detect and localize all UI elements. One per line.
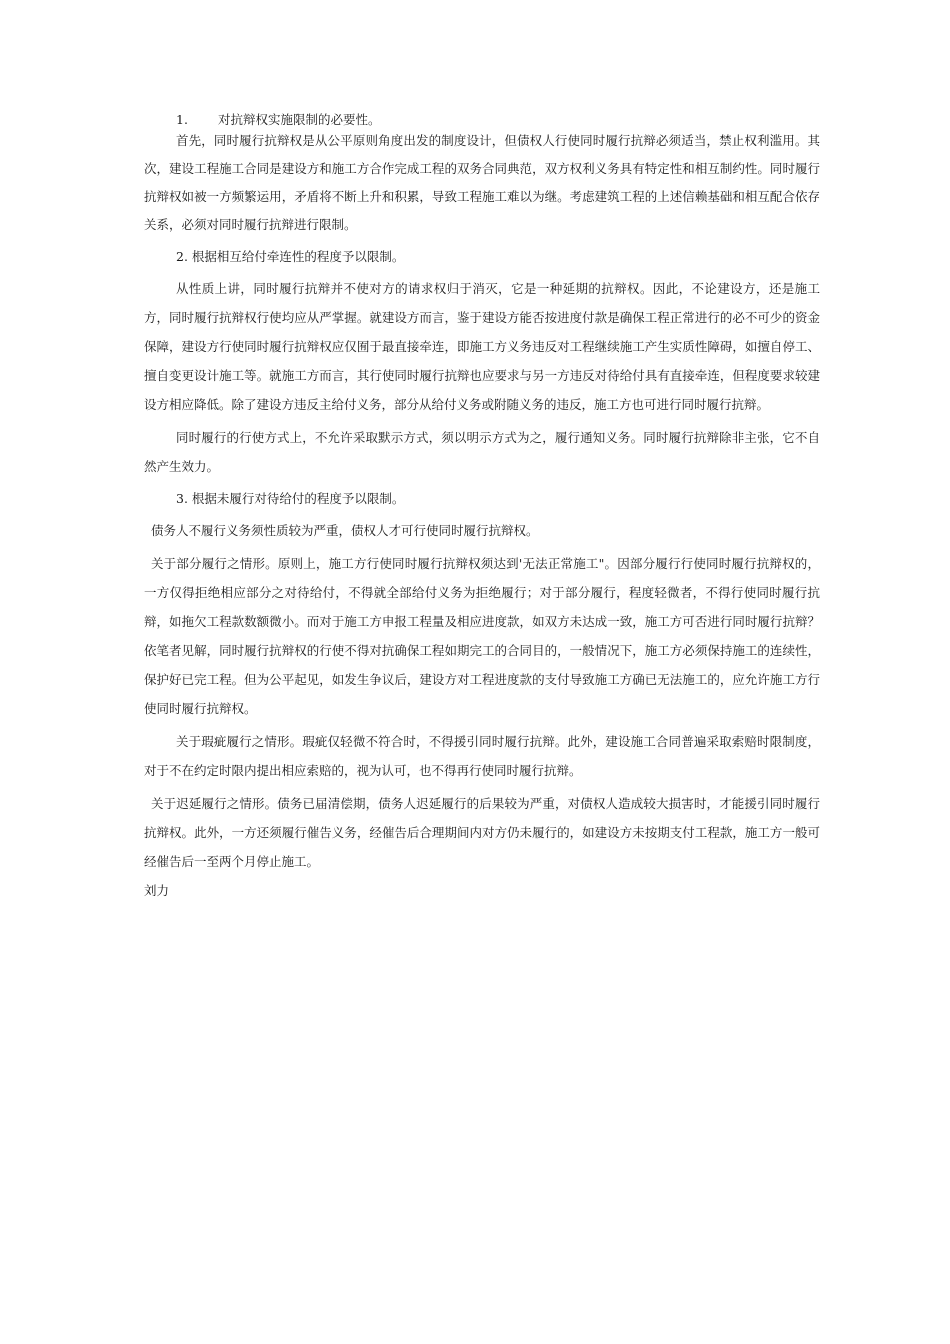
- section-2-heading: 2. 根据相互给付牵连性的程度予以限制。: [176, 249, 405, 264]
- section-3-paragraph-3: 关于瑕疵履行之情形。瑕疵仅轻微不符合时，不得援引同时履行抗辩。此外，建设施工合同普遍采取索赔时限制度，对于不在约定时限内提出相应索赔的，视为认可，也不得再行使同时履行抗辩。: [144, 734, 820, 778]
- section-3-paragraph-1: 债务人不履行义务须性质较为严重，债权人才可行使同时履行抗辩权。: [151, 523, 539, 538]
- document-page: [144, 110, 820, 905]
- section-3-paragraph-4: 关于迟延履行之情形。债务已届清偿期，债务人迟延履行的后果较为严重，对债权人造成较大损害时，才能援引同时履行抗辩权。此外，一方还须履行催告义务，经催告后合理期间内对方仍未履行的，如建设方未按期支付工程款，施工方一般可经催告后一至两个月停止施工。: [144, 796, 820, 869]
- section-3-paragraph-2: 关于部分履行之情形。原则上，施工方行使同时履行抗辩权须达到'无法正常施工"。因部分履行行使同时履行抗辩权的，一方仅得拒绝相应部分之对待给付，不得就全部给付义务为拒绝履行；对于部分履行，程度轻微者，不得行使同时履行抗辩，如拖欠工程款数额微小。而对于施工方申报工程量及相应进度款，如双方未达成一致，施工方可否进行同时履行抗辩？依笔者见解，同时履行抗辩权的行使不得对抗确保工程如期完工的合同目的，一般情况下，施工方必须保持施工的连续性，保护好已完工程。但为公平起见，如发生争议后，建设方对工程进度款的支付导致施工方确已无法施工的，应允许施工方行使同时履行抗辩权。: [144, 556, 820, 716]
- section-1-number: 1.: [176, 112, 188, 127]
- author-name: 刘力: [144, 883, 170, 898]
- section-2-paragraph-2: 同时履行的行使方式上，不允许采取默示方式，须以明示方式为之，履行通知义务。同时履行抗辩除非主张，它不自然产生效力。: [144, 430, 820, 474]
- section-3-heading: 3. 根据未履行对待给付的程度予以限制。: [176, 491, 405, 506]
- section-1-title: 对抗辩权实施限制的必要性。: [218, 112, 381, 127]
- section-2-paragraph-1: 从性质上讲，同时履行抗辩并不使对方的请求权归于消灭，它是一种延期的抗辩权。因此，不论建设方，还是施工方，同时履行抗辩权行使均应从严掌握。就建设方而言，鉴于建设方能否按进度付款是确保工程正常进行的必不可少的资金保障，建设方行使同时履行抗辩权应仅囿于最直接牵连，即施工方义务违反对工程继续施工产生实质性障碍，如擅自停工、擅自变更设计施工等。就施工方而言，其行使同时履行抗辩也应要求与另一方违反对待给付具有直接牵连，但程度要求较建设方相应降低。除了建设方违反主给付义务，部分从给付义务或附随义务的违反，施工方也可进行同时履行抗辩。: [144, 281, 820, 412]
- section-1-paragraph: 首先，同时履行抗辩权是从公平原则角度出发的制度设计，但债权人行使同时履行抗辩必须适当，禁止权利滥用。其次，建设工程施工合同是建设方和施工方合作完成工程的双务合同典范，双方权利义务具有特定性和相互制约性。同时履行抗辩权如被一方频繁运用，矛盾将不断上升和积累，导致工程施工难以为继。考虑建筑工程的上述信赖基础和相互配合依存关系，必须对同时履行抗辩进行限制。: [144, 133, 820, 232]
